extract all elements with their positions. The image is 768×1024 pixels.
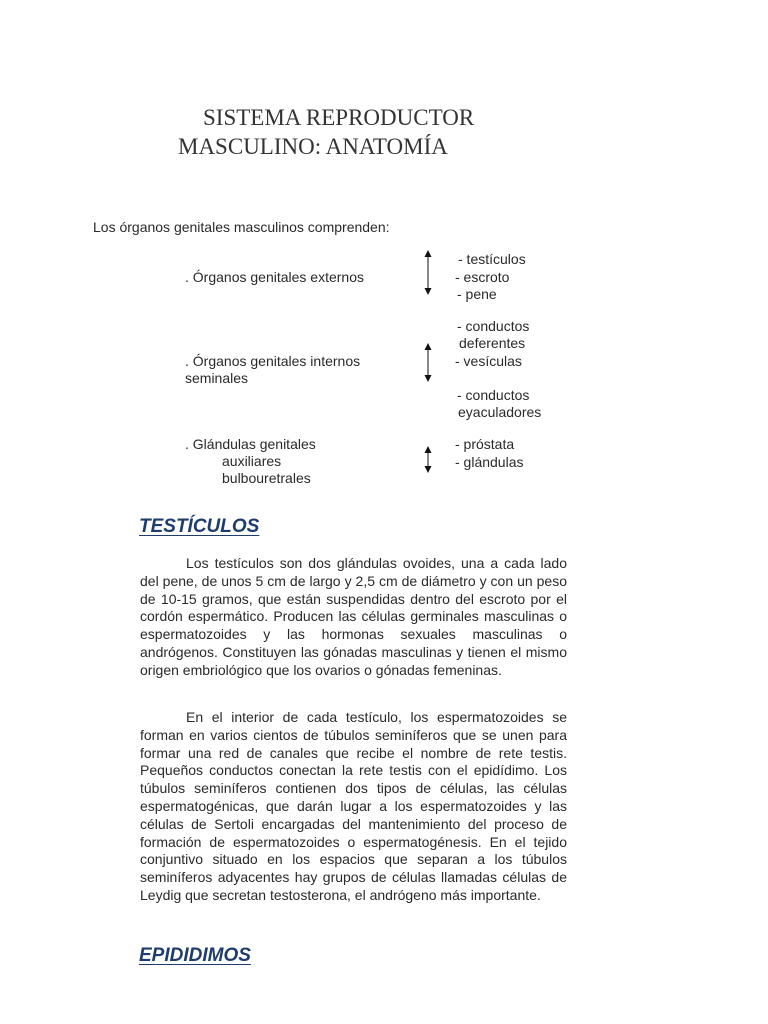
group-2-item: - conductos bbox=[457, 318, 530, 334]
title-line-1: SISTEMA REPRODUCTOR bbox=[203, 105, 475, 130]
double-arrow-icon bbox=[422, 250, 434, 295]
group-3-label-line-3: bulbouretrales bbox=[222, 470, 311, 486]
group-2-item: eyaculadores bbox=[458, 404, 542, 420]
paragraph-2: En el interior de cada testículo, los espermatozoides se forman en varios cientos de túbulos seminíferos que se unen para formar una red de canales que recibe el nombre de rete testis. Pequeños conductos conectan la rete testis con el epidídimo. Los túbulos seminíferos contienen dos tipos de células, las células espermatogénicas, que darán lugar a los espermatozoides y las células de Sertoli encargadas del mantenimiento del proceso de formación de espermatozoides o espermatogénesis. En el tejido conjuntivo situado en los espacios que separan a los túbulos seminíferos adyacentes hay grupos de células llamadas células de Leydig que secretan testosterona, el andrógeno más importante. bbox=[140, 709, 567, 903]
group-3-item: - próstata bbox=[455, 436, 515, 452]
group-1-item: - pene bbox=[457, 286, 497, 302]
group-1-item: - escroto bbox=[455, 269, 510, 285]
title-line-2: MASCULINO: ANATOMÍA bbox=[178, 134, 448, 159]
double-arrow-icon bbox=[422, 343, 434, 382]
double-arrow-icon bbox=[422, 446, 434, 473]
group-3-label-line-1: . Glándulas genitales bbox=[185, 436, 316, 452]
group-3-item: - glándulas bbox=[455, 454, 524, 470]
group-1-label-line-1: . Órganos genitales externos bbox=[185, 269, 364, 285]
group-2-label-line-1: . Órganos genitales internos bbox=[185, 353, 361, 369]
group-2-item: deferentes bbox=[459, 335, 526, 351]
group-2-item: - conductos bbox=[457, 387, 530, 403]
section-heading-epididimos: EPIDIDIMOS bbox=[139, 945, 251, 966]
paragraph-1: Los testículos son dos glándulas ovoides, una a cada lado del pene, de unos 5 cm de largo y 2,5 cm de diámetro y con un peso de 10-15 gramos, que están suspendidas dentro del escroto por el cordón espermático. Producen las células germinales masculinas o espermatozoides y las hormonas sexuales masculinas o andrógenos. Constituyen las gónadas masculinas y tienen el mismo origen embriológico que los ovarios o gónadas femeninas. bbox=[140, 555, 567, 678]
group-1-item: - testículos bbox=[458, 251, 526, 267]
group-2-label-line-2: seminales bbox=[185, 370, 249, 386]
intro-text: Los órganos genitales masculinos comprenden: bbox=[93, 219, 390, 235]
group-3-label-line-2: auxiliares bbox=[222, 453, 282, 469]
group-2-item: - vesículas bbox=[455, 353, 522, 369]
section-heading-testiculos: TESTÍCULOS bbox=[139, 516, 260, 537]
